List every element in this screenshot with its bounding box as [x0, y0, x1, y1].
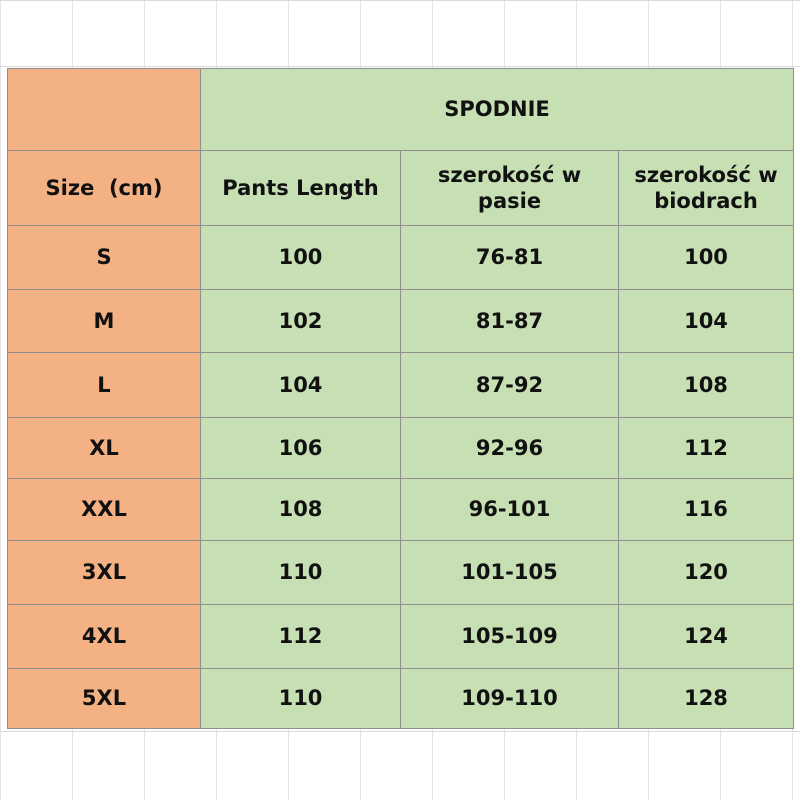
size-chart-table — [7, 68, 794, 729]
header-pants-length: Pants Length — [201, 151, 401, 226]
length-cell: 100 — [201, 226, 401, 290]
waist-cell: 101-105 — [401, 541, 619, 605]
table-row — [8, 226, 794, 290]
table-row — [8, 479, 794, 541]
grid-line — [0, 66, 800, 67]
column-header-row — [8, 151, 794, 226]
length-cell: 108 — [201, 479, 401, 541]
length-cell: 104 — [201, 353, 401, 418]
grid-line — [0, 731, 800, 732]
header-size: Size (cm) — [8, 151, 201, 226]
hips-cell: 120 — [619, 541, 794, 605]
waist-cell: 96-101 — [401, 479, 619, 541]
corner-cell — [8, 69, 201, 151]
size-cell: 5XL — [8, 669, 201, 729]
table-row — [8, 541, 794, 605]
table-row — [8, 605, 794, 669]
grid-line — [0, 0, 800, 1]
waist-cell: 109-110 — [401, 669, 619, 729]
waist-cell: 105-109 — [401, 605, 619, 669]
hips-cell: 104 — [619, 290, 794, 353]
length-cell: 110 — [201, 541, 401, 605]
size-cell: L — [8, 353, 201, 418]
waist-cell: 76-81 — [401, 226, 619, 290]
size-cell: S — [8, 226, 201, 290]
length-cell: 106 — [201, 418, 401, 479]
table-row — [8, 418, 794, 479]
header-waist: szerokość w pasie — [401, 151, 619, 226]
waist-cell: 92-96 — [401, 418, 619, 479]
hips-cell: 100 — [619, 226, 794, 290]
hips-cell: 124 — [619, 605, 794, 669]
table-row — [8, 669, 794, 729]
size-cell: 4XL — [8, 605, 201, 669]
length-cell: 102 — [201, 290, 401, 353]
hips-cell: 112 — [619, 418, 794, 479]
group-header-row — [8, 69, 794, 151]
size-cell: XXL — [8, 479, 201, 541]
table-row — [8, 353, 794, 418]
length-cell: 112 — [201, 605, 401, 669]
length-cell: 110 — [201, 669, 401, 729]
group-header-cell: SPODNIE — [201, 69, 794, 151]
size-cell: 3XL — [8, 541, 201, 605]
waist-cell: 87-92 — [401, 353, 619, 418]
header-hips: szerokość w biodrach — [619, 151, 794, 226]
table-row — [8, 290, 794, 353]
waist-cell: 81-87 — [401, 290, 619, 353]
hips-cell: 128 — [619, 669, 794, 729]
hips-cell: 116 — [619, 479, 794, 541]
size-cell: XL — [8, 418, 201, 479]
hips-cell: 108 — [619, 353, 794, 418]
size-cell: M — [8, 290, 201, 353]
